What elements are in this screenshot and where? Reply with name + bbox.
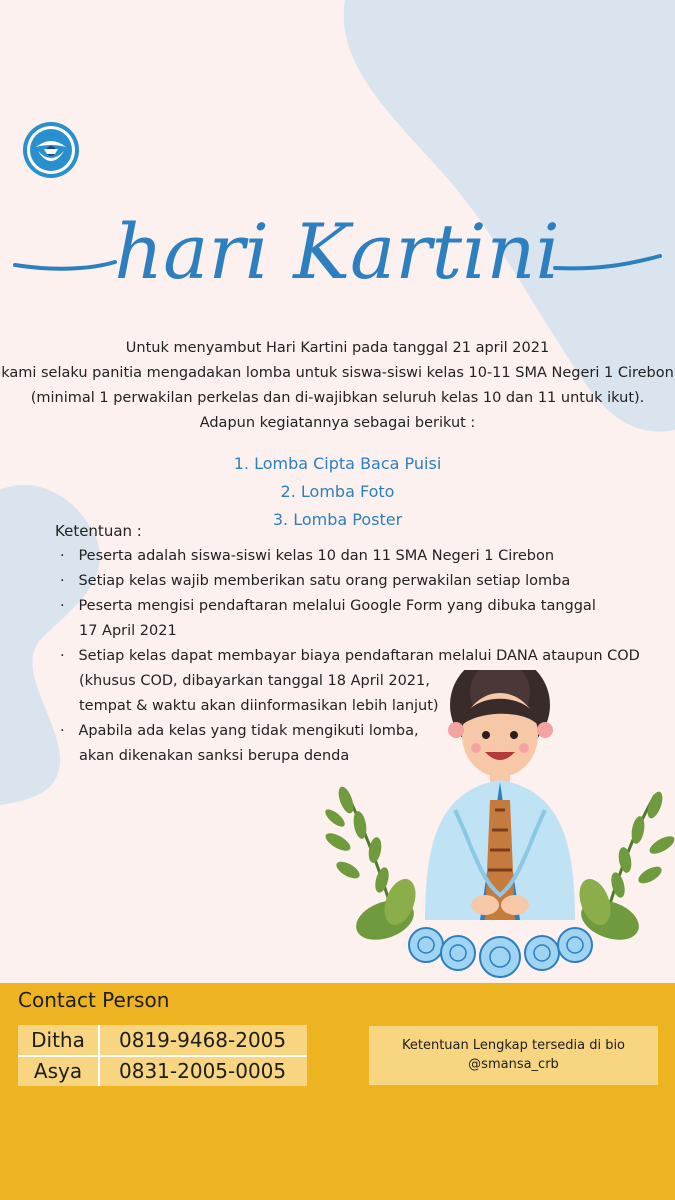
contact-phone: 0819-9468-2005	[119, 1028, 287, 1052]
contact-table	[18, 1025, 307, 1086]
rule-3: · Peserta mengisi pendaftaran melalui Google Form yang dibuka tanggal	[60, 598, 596, 614]
school-logo-icon	[22, 121, 80, 179]
rule-5-text: Apabila ada kelas yang tidak mengikuti lomba,	[78, 723, 419, 739]
contact-name: Asya	[33, 1059, 83, 1083]
event-1: 1. Lomba Cipta Baca Puisi	[233, 454, 442, 473]
intro-line-2: kami selaku panitia mengadakan lomba untuk siswa-siswi kelas 10-11 SMA Negeri 1 Cirebon	[1, 365, 674, 381]
rule-5-cont: akan dikenakan sanksi berupa denda	[79, 748, 350, 764]
info-handle: @smansa_crb	[468, 1057, 559, 1072]
rule-4-cont-2: tempat & waktu akan diinformasikan lebih lanjut)	[79, 698, 439, 714]
rule-5: · Apabila ada kelas yang tidak mengikuti lomba,	[60, 723, 419, 739]
contact-row	[18, 1056, 307, 1086]
intro-line-3: (minimal 1 perwakilan perkelas dan di-wajibkan seluruh kelas 10 dan 11 untuk ikut).	[30, 390, 645, 406]
title-banner	[0, 190, 675, 310]
rule-1: · Peserta adalah siswa-siswi kelas 10 dan 11 SMA Negeri 1 Cirebon	[60, 548, 555, 564]
event-2: 2. Lomba Foto	[280, 482, 395, 501]
rule-3-text: Peserta mengisi pendaftaran melalui Google Form yang dibuka tanggal	[78, 598, 596, 614]
intro-line-4: Adapun kegiatannya sebagai berikut :	[199, 415, 476, 431]
leaf-branch-icon	[605, 790, 675, 920]
rules-heading: Ketentuan :	[55, 522, 142, 540]
rule-2-text: Setiap kelas wajib memberikan satu orang perwakilan setiap lomba	[78, 573, 571, 589]
blue-rose-icon	[409, 928, 592, 977]
intro-line-1: Untuk menyambut Hari Kartini pada tanggal 21 april 2021	[125, 340, 550, 356]
contact-title: Contact Person	[18, 988, 170, 1012]
table-divider	[18, 1055, 307, 1057]
page-title: hari Kartini	[114, 207, 560, 296]
rule-3-cont: 17 April 2021	[79, 623, 177, 639]
kartini-illustration	[320, 670, 675, 983]
rule-1-text: Peserta adalah siswa-siswi kelas 10 dan 11 SMA Negeri 1 Cirebon	[78, 548, 555, 564]
rule-4: · Setiap kelas dapat membayar biaya pendaftaran melalui DANA ataupun COD	[60, 648, 640, 664]
contact-name: Ditha	[31, 1028, 85, 1052]
leaf-branch-icon	[323, 785, 395, 920]
event-3: 3. Lomba Poster	[272, 510, 403, 529]
rule-4-text: Setiap kelas dapat membayar biaya pendaftaran melalui DANA ataupun COD	[78, 648, 640, 664]
contact-phone: 0831-2005-0005	[119, 1059, 287, 1083]
footer-panel	[0, 983, 675, 1200]
rule-2: · Setiap kelas wajib memberikan satu orang perwakilan setiap lomba	[60, 573, 571, 589]
contact-row	[18, 1025, 307, 1055]
info-box	[369, 1026, 658, 1085]
info-line-1: Ketentuan Lengkap tersedia di bio	[401, 1038, 626, 1053]
rule-4-cont-1: (khusus COD, dibayarkan tanggal 18 April 2021,	[79, 673, 430, 689]
